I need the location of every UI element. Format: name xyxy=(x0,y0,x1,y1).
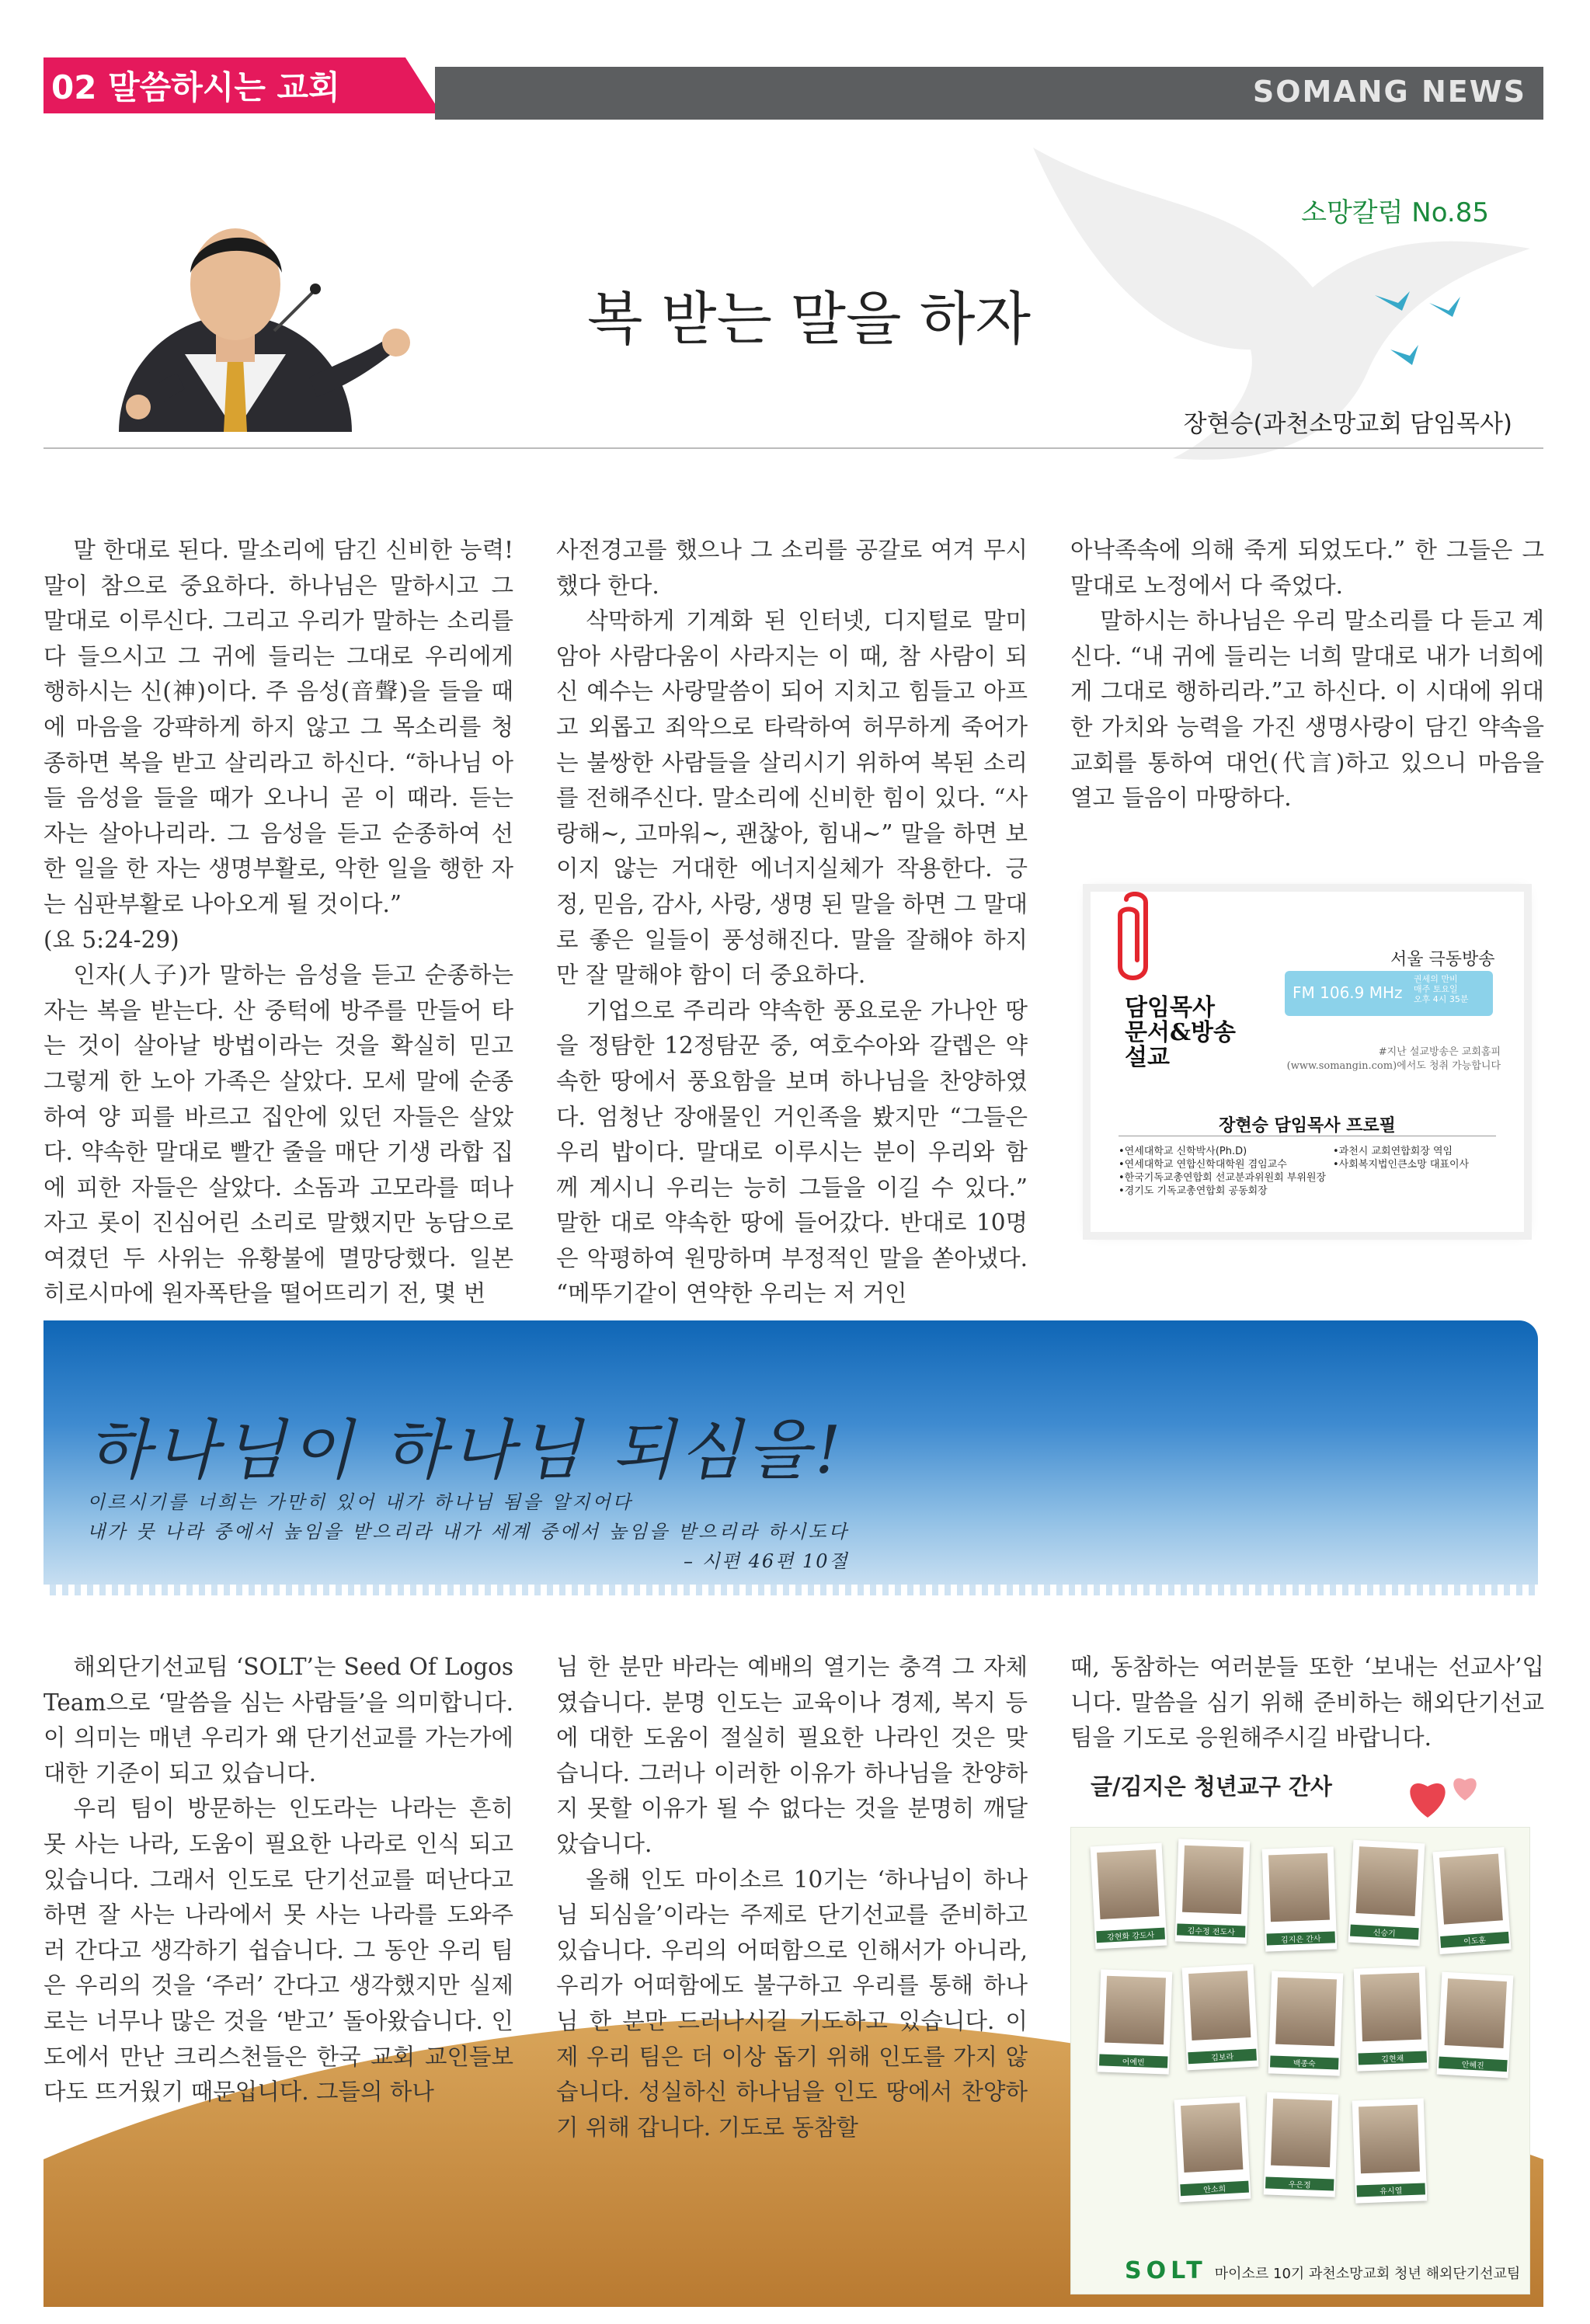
profile-box-title-line: 설교 xyxy=(1125,1044,1170,1071)
scripture-ref: (요 5:24-29) xyxy=(43,926,179,953)
profile-item: •연세대학교 연합신학대학원 겸임교수 xyxy=(1119,1159,1287,1171)
article2-column-3 xyxy=(1070,1650,1544,1756)
banner-title: 하나님이 하나님 되심을! xyxy=(87,1412,846,1488)
article2-signature: 글/김지은 청년교구 간사 xyxy=(1091,1773,1332,1800)
profile-item: •한국기독교총연합회 선교분과위원회 부위원장 xyxy=(1119,1172,1327,1184)
profile-box-title-line: 담임목사 xyxy=(1125,994,1215,1021)
team-member-photo xyxy=(1268,1971,1344,2075)
author-byline: 장현승(과천소망교회 담임목사) xyxy=(1183,410,1512,438)
paragraph: 때, 동참하는 여러분들 또한 ‘보내는 선교사’입니다. 말씀을 심기 위해 준비하는 해외단기선교팀을 기도로 응원해주시길 바랍니다. xyxy=(1070,1654,1544,1752)
member-caption: 김수정 전도사 xyxy=(1177,1923,1245,1937)
paragraph: 올해 인도 마이소르 10기는 ‘하나님이 하나님 되심을’이라는 주제로 단기선교를 준비하고 있습니다. 우리의 어떠함으로 인해서가 아니라, 우리가 어떠함에도 불구하고 우리를 통해 하나님 한 분만 드러나시길 기도하고 있습니다. 이제 우리 팀은 더 이상 돕기 위해 인도를 가지 않습니다. 성실하신 하나님을 인도 땅에서 찬양하기 위해 갑니다. 기도로 동참할 xyxy=(556,1866,1028,2141)
profile-item: •경기도 기독교총연합회 공동회장 xyxy=(1119,1185,1268,1197)
article-column-3 xyxy=(1070,533,1544,816)
solt-logo: SOLT xyxy=(1125,2257,1207,2284)
banner-verse-ref: – 시편 46편 10절 xyxy=(684,1550,849,1572)
column-series: 소망칼럼 No.85 xyxy=(1301,197,1489,228)
banner-edge xyxy=(43,1585,1538,1595)
section-label: 02 말씀하시는 교회 xyxy=(51,68,340,106)
paragraph: 말 한대로 된다. 말소리에 담긴 신비한 능력! 말이 참으로 중요하다. 하나님은 말하시고 그 말대로 이루신다. 그리고 우리가 말하는 소리를 다 들으시고 그 귀에 들리는 그대로 우리에게 행하시는 신(神)이다. 주 음성(音聲)을 들을 때에 마음을 강퍅하게 하지 않고 그 목소리를 청종하면 복을 받고 살리라고 하신다. “하나님 아들 음성을 들을 때가 오나니 곧 이 때라. 듣는 자는 살아나리라. 그 음성을 듣고 순종하여 선한 일을 한 자는 생명부활로, 악한 일을 행한 자는 심판부활로 나아오게 될 것이다.” xyxy=(43,537,513,917)
paragraph: 삭막하게 기계화 된 인터넷, 디지털로 말미암아 사람다움이 사라지는 이 때, 참 사람이 되신 예수는 사랑말씀이 되어 지치고 힘들고 아프고 외롭고 죄악으로 타락하여 허무하게 죽어가는 불쌍한 사람들을 살리시기 위하여 복된 소리를 전해주신다. 말소리에 신비한 힘이 있다. “사랑해~, 고마워~, 괜찮아, 힘내~” 말을 하면 보이지 않는 거대한 에너지실체가 작용한다. 긍정, 믿음, 감사, 사랑, 생명 된 말을 하면 그 말대로 좋은 일들이 풍성해진다. 말을 잘해야 하지만 잘 말해야 함이 더 중요하다. xyxy=(556,607,1028,989)
banner-verse-line: 이르시기를 너희는 가만히 있어 내가 하나님 됨을 알지어다 xyxy=(87,1491,633,1513)
profile-box-title xyxy=(1125,996,1280,1070)
paragraph: 사전경고를 했으나 그 소리를 공갈로 여겨 무시했다 한다. xyxy=(556,537,1028,599)
team-member-photo xyxy=(1174,2096,1251,2203)
member-caption: 안소희 xyxy=(1180,2181,1249,2197)
profile-item: •사회복지법인큰소망 대표이사 xyxy=(1333,1159,1470,1171)
team-photo xyxy=(1070,1827,1530,2294)
team-member-photo xyxy=(1091,1843,1167,1950)
paragraph: 님 한 분만 바라는 예배의 열기는 충격 그 자체였습니다. 분명 인도는 교육이나 경제, 복지 등에 대한 도움이 절실히 필요한 나라인 것은 맞습니다. 그러나 이러한 이유가 하나님을 찬양하지 못할 이유가 될 수 없다는 것을 분명히 깨달았습니다. xyxy=(556,1654,1028,1857)
team-member-photo xyxy=(1433,1847,1512,1954)
team-member-photo xyxy=(1354,1966,1429,2071)
profile-list-left xyxy=(1119,1145,1336,1198)
paragraph: 해외단기선교팀 ‘SOLT’는 Seed Of Logos Team으로 ‘말씀을 심는 사람들’을 의미합니다. 이 의미는 매년 우리가 왜 단기선교를 가는가에 대한 기준이 되고 있습니다. xyxy=(43,1654,513,1786)
radio-station: 서울 극동방송 xyxy=(1390,950,1495,969)
member-caption: 어예빈 xyxy=(1099,2054,1167,2068)
member-caption: 이도훈 xyxy=(1440,1932,1509,1948)
member-caption: 김지은 간사 xyxy=(1267,1931,1335,1945)
divider xyxy=(43,447,1543,449)
team-member-photo xyxy=(1352,2098,1428,2203)
team-member-photo xyxy=(1182,1964,1259,2071)
hearts-icon xyxy=(1404,1763,1490,1825)
member-caption: 유시열 xyxy=(1357,2183,1425,2197)
member-caption: 우은정 xyxy=(1265,2176,1334,2190)
article-title: 복 받는 말을 하자 xyxy=(587,286,1031,353)
article-column-1 xyxy=(43,533,513,1312)
paragraph: 기업으로 주리라 약속한 풍요로운 가나안 땅을 정탐한 12정탐꾼 중, 여호수아와 갈렙은 약속한 땅에서 풍요함을 보며 하나님을 찬양하였다. 엄청난 장애물인 거인족을 봤지만 “그들은 우리 밥이다. 말대로 이루시는 분이 우리와 함께 계시니 우리는 능히 그들을 이길 수 있다.” 말한 대로 약속한 땅에 들어갔다. 반대로 10명은 악평하여 원망하며 부정적인 말을 쏟아냈다. “메뚜기같이 연약한 우리는 저 거인 xyxy=(556,997,1028,1307)
member-caption: 백종숙 xyxy=(1270,2055,1338,2069)
member-caption: 안혜진 xyxy=(1439,2057,1508,2072)
broadcast-time-line: 매주 토요일 xyxy=(1414,984,1458,994)
team-caption-text: 마이소르 10기 과천소망교회 청년 해외단기선교팀 xyxy=(1214,2266,1521,2282)
radio-frequency: FM 106.9 MHz xyxy=(1293,983,1403,1002)
paragraph: 인자(人子)가 말하는 음성을 듣고 순종하는 자는 복을 받는다. 산 중턱에 방주를 만들어 타는 것이 살아날 방법이라는 것을 확실히 믿고 그렇게 한 노아 가족은 살았다. 모세 말에 순종하여 양 피를 바르고 집안에 있던 자들은 살았다. 약속한 말대로 빨간 줄을 매단 기생 라합 집에 피한 자들은 살았다. 소돔과 고모라를 떠나자고 롯이 진심어린 소리로 말했지만 농담으로 여겼던 두 사위는 유황불에 멸망당했다. 일본 히로시마에 원자폭탄을 떨어뜨리기 전, 몇 번 xyxy=(43,962,513,1307)
profile-item: •연세대학교 신학박사(Ph.D) xyxy=(1119,1146,1247,1157)
paperclip-icon xyxy=(1111,892,1157,985)
broadcast-time-line: 오후 4시 35분 xyxy=(1414,994,1469,1004)
profile-box-title-line: 문서&방송 xyxy=(1125,1019,1237,1046)
team-photo-caption xyxy=(1125,2257,1520,2284)
member-caption: 강현화 강도사 xyxy=(1096,1928,1165,1943)
team-member-photo xyxy=(1264,2092,1339,2197)
team-member-photo xyxy=(1262,1846,1338,1951)
member-caption: 김보라 xyxy=(1188,2049,1257,2065)
profile-name: 장현승 담임목사 프로필 xyxy=(1219,1115,1396,1136)
broadcast-note-line: (www.somangin.com)에서도 청취 가능합니다 xyxy=(1286,1060,1501,1072)
birds-icon xyxy=(1367,287,1491,381)
banner-verse-line: 내가 뭇 나라 중에서 높임을 받으리라 내가 세계 중에서 높임을 받으리라 하시도다 xyxy=(87,1521,849,1543)
pastor-photo xyxy=(92,199,418,432)
member-caption: 신승기 xyxy=(1350,1925,1419,1940)
profile-list-right xyxy=(1333,1145,1504,1171)
article-column-2 xyxy=(556,533,1028,1312)
team-member-photo xyxy=(1175,1839,1251,1943)
team-member-photo xyxy=(1348,1840,1425,1947)
paragraph: 우리 팀이 방문하는 인도라는 나라는 흔히 못 사는 나라, 도움이 필요한 나라로 인식 되고 있습니다. 그래서 인도로 단기선교를 떠난다고 하면 잘 사는 나라에서 못 사는 나라를 도와주러 간다고 생각하기 쉽습니다. 그 동안 우리 팀은 우리의 것을 ‘주러’ 간다고 생각했지만 실제로는 너무나 많은 것을 ‘받고’ 돌아왔습니다. 인도에서 만난 크리스천들은 한국 교회 교인들보다도 뜨거웠기 때문입니다. 그들의 하나 xyxy=(43,1795,513,2106)
broadcast-time-line: 권세의 만비 xyxy=(1414,974,1458,984)
paragraph: 말하시는 하나님은 우리 말소리를 다 듣고 계신다. “내 귀에 들리는 너희 말대로 내가 너희에게 그대로 행하리라.”고 하신다. 이 시대에 위대한 가치와 능력을 가진 생명사랑이 담긴 약속을 교회를 통하여 대언(代言)하고 있으니 마음을 열고 들음이 마땅하다. xyxy=(1070,607,1544,812)
team-member-photo xyxy=(1437,1972,1514,2079)
profile-item: •과천시 교회연합회장 역임 xyxy=(1333,1146,1453,1157)
team-member-photo xyxy=(1098,1969,1173,2074)
broadcast-note-line: #지난 설교방송은 교회홈피 xyxy=(1378,1046,1501,1058)
broadcast-note xyxy=(1282,1045,1501,1073)
brand-name: SOMANG NEWS xyxy=(1252,75,1526,109)
broadcast-time xyxy=(1414,974,1488,1004)
paragraph: 아낙족속에 의해 죽게 되었도다.” 한 그들은 그 말대로 노정에서 다 죽었다. xyxy=(1070,537,1544,599)
member-caption: 김현채 xyxy=(1359,2051,1427,2065)
article2-column-1 xyxy=(43,1650,513,2110)
article2-column-2 xyxy=(556,1650,1028,2145)
